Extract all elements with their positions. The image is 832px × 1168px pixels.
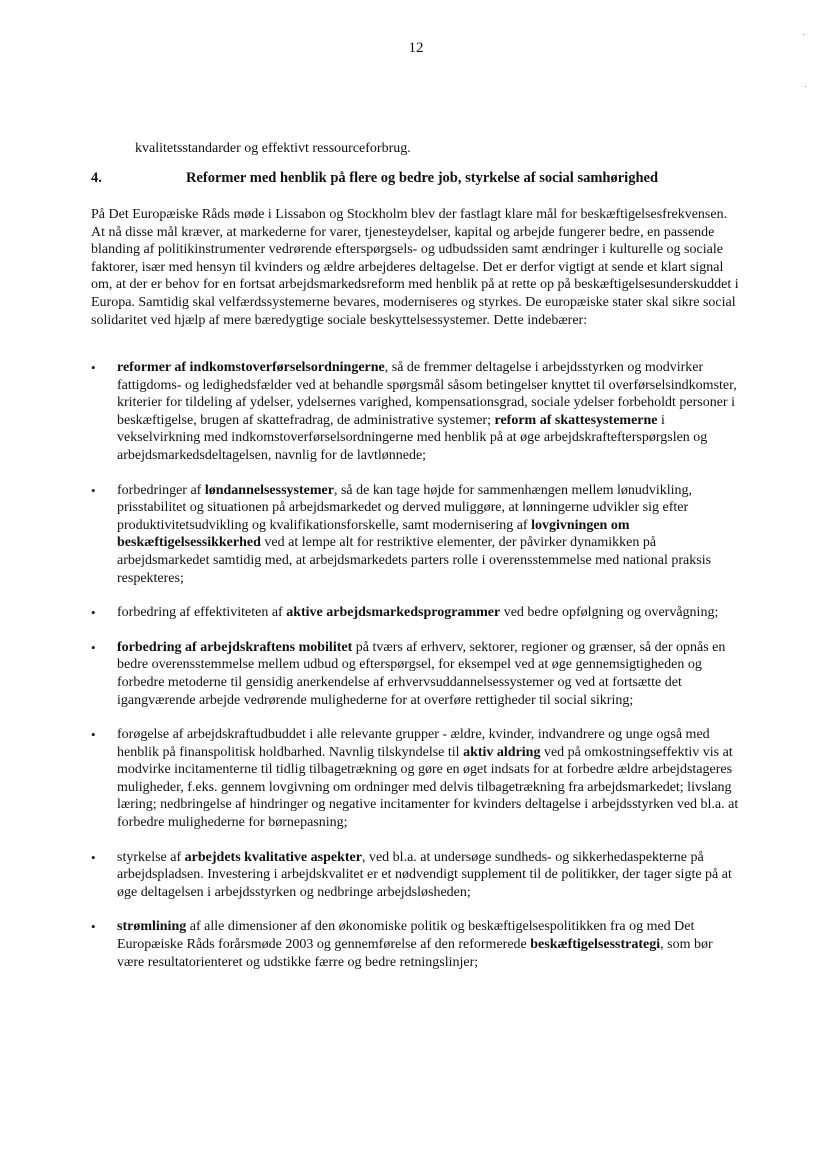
intro-paragraph: På Det Europæiske Råds møde i Lissabon og Stockholm blev der fastlagt klare mål for beskæftigelsesfrekvensen. At nå disse mål kræver, at markederne for varer, tjenesteydelser, kapital og arbejde fungerer bedre, en passende blanding af politikinstrumenter vedrørende efterspørgsels- og udbudssiden samt ændringer i kulturelle og sociale faktorer, især med hensyn til kvinders og ældre arbejderes deltagelse. Det er derfor vigtigt at sende et klart signal om, at der er behov for en fortsat arbejdsmarkedsreform med henblik på at rette op på beskæftigelsesunderskuddet i Europa. Samtidig skal velfærdssystemerne bevares, moderniseres og styrkes. De europæiske stater skal sikre social solidaritet ved hjælp af mere bæredygtige sociale beskyttelsessystemer. Dette indebærer: [91, 207, 739, 328]
bullet-icon: • [91, 482, 96, 498]
bold-phrase: strømlining [117, 919, 187, 935]
list-item [91, 359, 741, 465]
section-title: Reformer med henblik på flere og bedre job, styrkelse af social samhørighed [186, 170, 659, 186]
bullet-text: forbedring af effektiviteten af aktive arbejdsmarkedsprogrammer ved bedre opfølgning og overvågning; [117, 605, 719, 621]
list-item [91, 639, 741, 709]
bullet-text: reformer af indkomstoverførselsordningerne, så de fremmer deltagelse i arbejdsstyrken og modvirker fattigdoms- og ledighedsfælder ved at behandle spørgsmål såsom betingelser knyttet til overførselsindkomster, kriterier for tildeling af ydelser, ydelsernes varighed, kompensationsgrad, sociale ydelser forbeholdt personer i beskæftigelse, brugen af skattefradrag, de administrative systemer; reform af skattesystemerne i vekselvirkning med indkomstoverførselsordningerne med henblik på at øge arbejdskraftefterspørgslen og arbejdsmarkedsdeltagelsen, navnlig for de lavtlønnede; [117, 360, 737, 463]
bold-phrase: lovgivningen om beskæftigelsessikkerhed [117, 517, 630, 551]
list-item [91, 849, 741, 902]
bullet-text: styrkelse af arbejdets kvalitative aspekter, ved bl.a. at undersøge sundheds- og sikkerhedaspekterne på arbejdspladsen. Investering i arbejdskvalitet er et nødvendigt supplement til de politikker, der tager sigte på at øge deltagelsen i arbejdsstyrken og nedbringe arbejdsløsheden; [117, 849, 732, 900]
carryover-text: kvalitetsstandarder og effektivt ressourceforbrug. [135, 141, 411, 156]
bold-phrase: aktive arbejdsmarkedsprogrammer [286, 605, 501, 621]
bullet-icon: • [91, 360, 96, 375]
bold-phrase: løndannelsessystemer [204, 482, 334, 498]
scan-speck: · [804, 82, 808, 93]
bullet-text: strømlining af alle dimensioner af den økonomiske politik og beskæftigelsespolitikken fra og med Det Europæiske Råds forårsmøde 2003 og gennemførelse af den reformerede beskæftigelsesstrategi, som bør være resultatorienteret og udstikke færre og bedre retningslinjer; [117, 919, 713, 970]
bullet-text: forøgelse af arbejdskraftudbuddet i alle relevante grupper - ældre, kvinder, indvandrere og unge også med henblik på finanspolitisk holdbarhed. Navnlig tilskyndelse til aktiv aldring ved på omkostningseffektiv vis at modvirke incitamenterne til tidlig tilbagetrækning og gøre en øget indsats for at forbedre ældre arbejdstageres muligheder, f.eks. gennem lovgivning om ordninger med delvis tilbagetrækning fra arbejdsmarkedet; livslang læring; nedbringelse af hindringer og negative incitamenter for kvinders deltagelse i arbejdsstyrken ved bl.a. at forbedre mulighederne for børnepasning; [117, 727, 739, 831]
bullet-text: forbedringer af løndannelsessystemer, så de kan tage højde for sammenhængen mellem lønudvikling, prisstabilitet og situationen på arbejdsmarkedet og derved muliggøre, at lønningerne udvikler sig efter produktivitetsudvikling og kvalifikationsforskelle, samt modernisering af lovgivningen om beskæftigelsessikkerhed ved at lempe alt for restriktive elementer, der påvirker dynamikken på arbejdsmarkedet samtidig med, at arbejdsmarkedets parters rolle i overensstemmelse med national praksis respekteres; [117, 482, 712, 586]
bullet-icon: • [91, 849, 96, 865]
page-number: 12 [408, 40, 424, 56]
section-number: 4. [91, 170, 102, 186]
list-item [91, 918, 741, 971]
bold-phrase: arbejdets kvalitative aspekter [184, 849, 362, 865]
list-item [91, 482, 741, 588]
list-item [91, 726, 741, 832]
bold-phrase: reformer af indkomstoverførselsordningerne [117, 360, 385, 375]
bold-phrase: aktiv aldring [463, 744, 541, 760]
bullet-list [91, 359, 741, 988]
bullet-icon: • [91, 919, 96, 935]
bold-phrase: beskæftigelsesstrategi [530, 937, 661, 953]
bullet-icon: • [91, 605, 96, 621]
list-item [91, 604, 741, 622]
scan-speck: · [802, 30, 806, 41]
bullet-text: forbedring af arbejdskraftens mobilitet på tværs af erhverv, sektorer, regioner og grænser, så der opnås en bedre overensstemmelse mellem udbud og efterspørgsel, for eksempel ved at øge gennemsigtigheden og forbedre metoderne til gensidig anerkendelse af erhvervsuddannelsessystemer og ved at fortsætte det igangværende arbejde vedrørende mulighederne for at overføre rettigheder til social sikring; [117, 639, 726, 708]
bullet-icon: • [91, 727, 96, 743]
bold-phrase: reform af skattesystemerne [494, 412, 658, 428]
bullet-icon: • [91, 639, 96, 655]
bold-phrase: forbedring af arbejdskraftens mobilitet [117, 639, 353, 655]
